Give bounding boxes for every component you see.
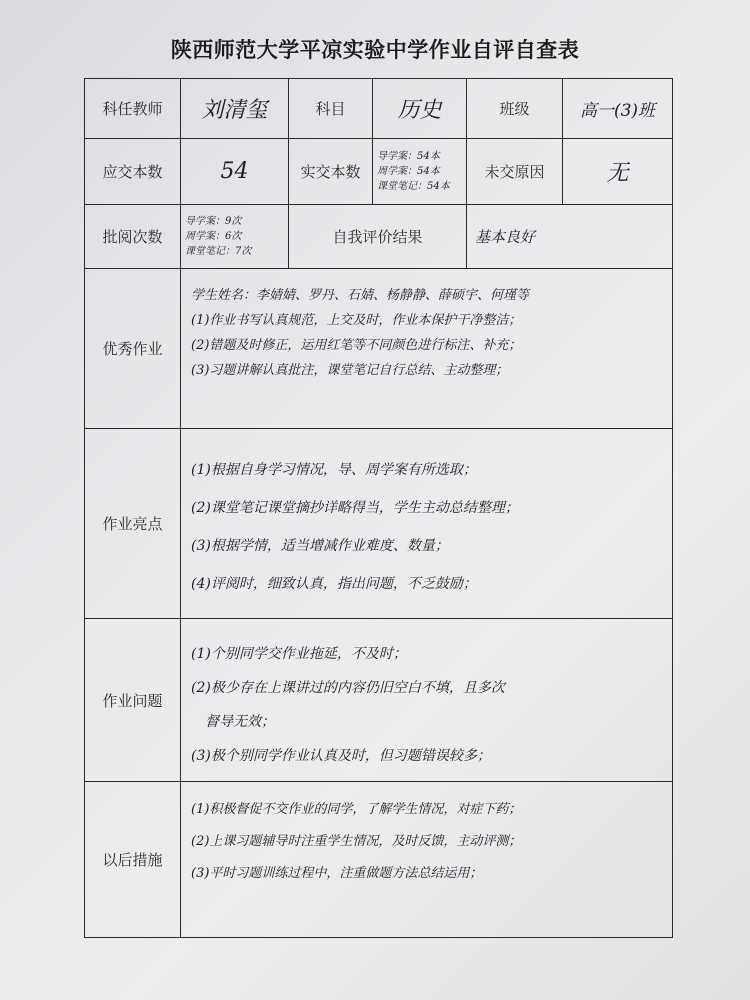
self-eval-label: 自我评价结果 xyxy=(289,205,467,269)
excellent-line: (1)作业书写认真规范，上交及时，作业本保护干净整洁； xyxy=(191,313,522,328)
row-highlights xyxy=(85,429,673,619)
review-count-item: 导学案：9次 xyxy=(185,216,242,227)
teacher-value: 刘清玺 xyxy=(181,79,289,139)
excellent-line: (2)错题及时修正，运用红笔等不同颜色进行标注、补充； xyxy=(191,338,522,353)
expected-count-label: 应交本数 xyxy=(85,139,181,205)
highlights-label: 作业亮点 xyxy=(85,429,181,619)
teacher-label: 科任教师 xyxy=(85,79,181,139)
excellent-line: (3)习题讲解认真批注，课堂笔记自行总结、主动整理； xyxy=(191,363,509,378)
problems-line: 督导无效； xyxy=(191,714,275,730)
highlights-line: (2)课堂笔记课堂摘抄详略得当，学生主动总结整理； xyxy=(191,500,519,516)
actual-count-values xyxy=(373,139,467,205)
subject-value: 历史 xyxy=(373,79,467,139)
problems-line: (2)极少存在上课讲过的内容仍旧空白不填，且多次 xyxy=(191,680,505,696)
expected-count-value: 54 xyxy=(181,139,289,205)
highlights-line: (3)根据学情，适当增减作业难度、数量； xyxy=(191,538,449,554)
measures-line: (1)积极督促不交作业的同学，了解学生情况，对症下药； xyxy=(191,802,522,817)
class-value: 高一(3)班 xyxy=(563,79,673,139)
problems-line: (1)个别同学交作业拖延，不及时； xyxy=(191,646,407,662)
row-measures xyxy=(85,782,673,938)
problems-line: (3)极个别同学作业认真及时，但习题错误较多； xyxy=(191,748,491,764)
actual-count-item: 周学案：54本 xyxy=(377,166,440,177)
review-count-item: 周学案：6次 xyxy=(185,231,242,242)
missing-reason-value: 无 xyxy=(563,139,673,205)
self-eval-value: 基本良好 xyxy=(467,205,673,269)
highlights-line: (1)根据自身学习情况，导、周学案有所选取； xyxy=(191,462,477,478)
row-review xyxy=(85,205,673,269)
excellent-line: 学生姓名：李婧婧、罗丹、石婧、杨静静、薛硕宇、何瑾等 xyxy=(191,288,530,303)
highlights-content xyxy=(181,429,673,619)
class-label: 班级 xyxy=(467,79,563,139)
subject-label: 科目 xyxy=(289,79,373,139)
review-count-values xyxy=(181,205,289,269)
row-excellent xyxy=(85,269,673,429)
highlights-line: (4)评阅时，细致认真，指出问题，不乏鼓励； xyxy=(191,576,477,592)
form-title: 陕西师范大学平凉实验中学作业自评自查表 xyxy=(170,38,580,62)
measures-content xyxy=(181,782,673,938)
row-count xyxy=(85,139,673,205)
row-teacher xyxy=(85,79,673,139)
row-problems xyxy=(85,619,673,782)
actual-count-item: 课堂笔记：54本 xyxy=(377,181,450,192)
excellent-label: 优秀作业 xyxy=(85,269,181,429)
review-count-label: 批阅次数 xyxy=(85,205,181,269)
excellent-content xyxy=(181,269,673,429)
actual-count-item: 导学案：54本 xyxy=(377,151,440,162)
actual-count-label: 实交本数 xyxy=(289,139,373,205)
problems-label: 作业问题 xyxy=(85,619,181,782)
measures-line: (3)平时习题训练过程中，注重做题方法总结运用； xyxy=(191,866,483,881)
review-count-item: 课堂笔记：7次 xyxy=(185,246,252,257)
measures-label: 以后措施 xyxy=(85,782,181,938)
problems-content xyxy=(181,619,673,782)
measures-line: (2)上课习题辅导时注重学生情况，及时反馈，主动评测； xyxy=(191,834,522,849)
missing-reason-label: 未交原因 xyxy=(467,139,563,205)
self-evaluation-table xyxy=(84,78,673,938)
